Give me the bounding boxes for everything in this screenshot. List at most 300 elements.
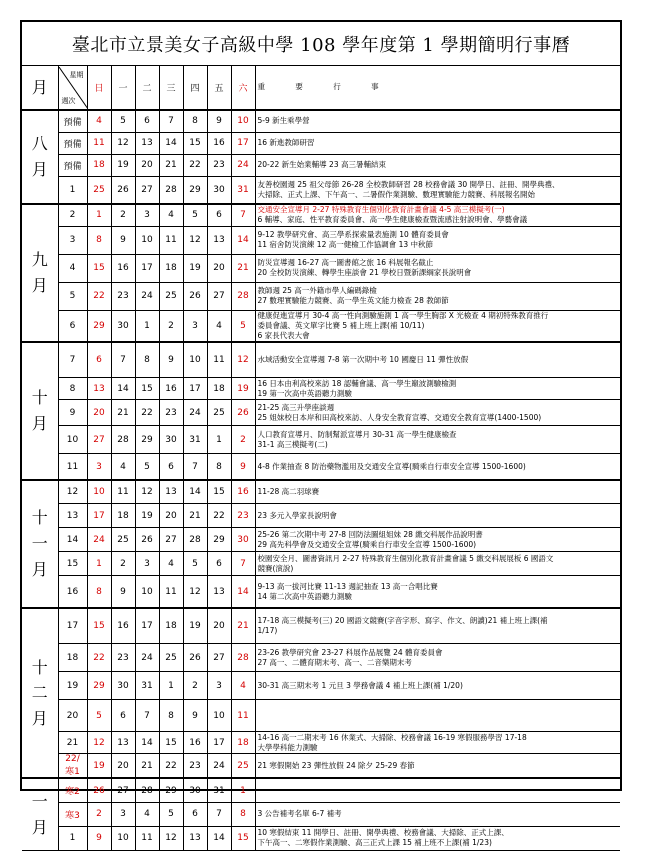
day-cell: 3 — [135, 552, 159, 576]
event-line: 5-9 新生乘學營 — [257, 116, 310, 126]
day-cell: 25 — [231, 754, 255, 779]
day-cell: 26 — [111, 176, 135, 204]
week-events — [255, 254, 620, 282]
day-cell: 30 — [159, 426, 183, 454]
month-text: 十一月 — [31, 508, 48, 579]
header-month: 月 — [22, 66, 58, 110]
week-number: 13 — [58, 504, 87, 528]
day-cell: 18 — [207, 378, 231, 400]
day-cell: 2 — [111, 552, 135, 576]
day-cell: 4 — [87, 110, 111, 132]
week-number: 寒2 — [58, 778, 87, 802]
day-cell: 21 — [231, 254, 255, 282]
week-events — [255, 426, 620, 454]
day-cell: 9 — [231, 454, 255, 480]
week-row — [22, 552, 620, 576]
event-line: 友善校園週 25 祖父母節 26-28 全校教師研習 28 校務會議 30 開學日、註冊、開學典禮、 — [257, 179, 560, 189]
day-cell: 8 — [159, 700, 183, 732]
week-number: 4 — [58, 254, 87, 282]
day-cell: 1 — [87, 552, 111, 576]
event-line: 水域活動安全宣導週 7-8 第一次期中考 10 國慶日 11 彈性放假 — [257, 355, 469, 365]
day-cell: 17 — [87, 504, 111, 528]
week-row — [22, 528, 620, 552]
week-events — [255, 454, 620, 480]
day-cell: 12 — [111, 132, 135, 154]
day-cell: 12 — [135, 480, 159, 504]
day-cell: 12 — [231, 342, 255, 378]
day-cell: 20 — [207, 608, 231, 644]
day-cell: 20 — [159, 504, 183, 528]
week-events — [255, 672, 620, 700]
day-cell: 13 — [87, 378, 111, 400]
day-cell: 25 — [159, 644, 183, 672]
day-cell: 2 — [111, 204, 135, 226]
week-row — [22, 644, 620, 672]
event-line: 21-25 高三升學座談週 — [257, 402, 335, 412]
day-cell: 24 — [135, 282, 159, 310]
day-cell: 9 — [87, 826, 111, 850]
week-row — [22, 480, 620, 504]
week-number: 5 — [58, 282, 87, 310]
day-cell: 6 — [135, 110, 159, 132]
week-events — [255, 528, 620, 552]
week-row — [22, 204, 620, 226]
day-cell: 5 — [87, 700, 111, 732]
calendar-table — [22, 66, 620, 851]
day-cell: 25 — [207, 400, 231, 426]
week-number: 21 — [58, 732, 87, 754]
week-events — [255, 608, 620, 644]
day-cell: 10 — [111, 826, 135, 850]
day-cell: 14 — [135, 732, 159, 754]
day-cell: 14 — [207, 826, 231, 850]
week-events — [255, 826, 620, 850]
day-cell: 14 — [111, 378, 135, 400]
day-cell: 29 — [135, 426, 159, 454]
day-cell: 30 — [207, 176, 231, 204]
day-cell: 8 — [231, 802, 255, 826]
event-line: 6 家長代表大會 — [257, 330, 310, 340]
event-line: 20 全校防災演練、轉學生座談會 21 學校日暨新課綱家長說明會 — [257, 268, 472, 277]
day-cell: 17 — [135, 608, 159, 644]
week-number: 14 — [58, 528, 87, 552]
day-cell: 6 — [183, 802, 207, 826]
day-cell: 13 — [183, 826, 207, 850]
event-line: 4-8 作業抽查 8 防治藥物濫用及交通安全宣導(騎乘自行車安全宣導 1500-1600) — [257, 461, 526, 471]
day-cell: 10 — [231, 110, 255, 132]
header-day-fri: 五 — [207, 66, 231, 110]
day-cell: 13 — [111, 732, 135, 754]
day-cell: 15 — [183, 132, 207, 154]
day-cell: 20 — [135, 154, 159, 176]
day-cell: 19 — [135, 504, 159, 528]
week-number: 寒3 — [58, 802, 87, 826]
day-cell: 22 — [207, 504, 231, 528]
day-cell: 1 — [159, 672, 183, 700]
week-number: 7 — [58, 342, 87, 378]
month-label-nov — [22, 480, 58, 608]
week-number: 19 — [58, 672, 87, 700]
day-cell: 6 — [207, 204, 231, 226]
month-label-jan — [22, 778, 58, 850]
event-line: 21 寒假開始 23 彈性放假 24 除夕 25-29 春節 — [257, 760, 415, 770]
week-number: 2 — [58, 204, 87, 226]
day-cell: 6 — [159, 454, 183, 480]
day-cell: 14 — [159, 132, 183, 154]
week-row — [22, 310, 620, 342]
day-cell: 10 — [183, 342, 207, 378]
day-cell: 11 — [207, 342, 231, 378]
day-cell: 28 — [231, 282, 255, 310]
day-cell: 7 — [207, 802, 231, 826]
week-events — [255, 802, 620, 826]
day-cell: 24 — [207, 754, 231, 779]
day-cell: 19 — [183, 608, 207, 644]
day-cell: 3 — [87, 454, 111, 480]
day-cell: 13 — [135, 132, 159, 154]
week-number: 1 — [58, 176, 87, 204]
day-cell: 16 — [207, 132, 231, 154]
day-cell: 30 — [231, 528, 255, 552]
week-events — [255, 754, 620, 779]
day-cell: 8 — [207, 454, 231, 480]
event-line: 健康促進宣導月 30-4 高一性向測驗施測 1 高一學生胸部 X 光檢查 4 期初特殊教育推行 — [257, 310, 549, 320]
week-row — [22, 226, 620, 254]
week-events — [255, 310, 620, 342]
day-cell: 15 — [207, 480, 231, 504]
day-cell: 19 — [87, 754, 111, 779]
day-cell: 26 — [183, 644, 207, 672]
day-cell: 4 — [159, 204, 183, 226]
day-cell: 25 — [111, 528, 135, 552]
day-cell: 23 — [183, 754, 207, 779]
day-cell: 21 — [231, 608, 255, 644]
day-cell: 20 — [87, 400, 111, 426]
week-events — [255, 110, 620, 132]
day-cell: 28 — [135, 778, 159, 802]
day-cell: 27 — [135, 176, 159, 204]
day-cell: 29 — [183, 176, 207, 204]
event-line: 人口教育宣導月、防制幫派宣導月 30-31 高一學生健康檢查 — [257, 429, 457, 439]
day-cell: 22 — [135, 400, 159, 426]
day-cell: 11 — [87, 132, 111, 154]
month-text: 十月 — [31, 388, 48, 433]
week-number: 20 — [58, 700, 87, 732]
day-cell: 4 — [159, 552, 183, 576]
day-cell: 12 — [87, 732, 111, 754]
day-cell: 30 — [183, 778, 207, 802]
event-line: 25-26 第二次期中考 27-8 回防法圖組姐妹 28 繳交科展作品說明書 — [257, 529, 483, 539]
event-line: 27 高一、二體育期末考、高一、二音樂期末考 — [257, 657, 412, 667]
event-line: 大學學科能力測驗 — [257, 742, 318, 752]
event-line: 30-31 高三期末考 1 元旦 3 學務會議 4 補上班上課(補 1/20) — [257, 680, 463, 690]
day-cell: 9 — [207, 110, 231, 132]
week-number: 預備 — [58, 132, 87, 154]
day-cell: 10 — [207, 700, 231, 732]
week-row — [22, 378, 620, 400]
day-cell: 23 — [207, 154, 231, 176]
week-row — [22, 826, 620, 850]
day-cell: 29 — [87, 672, 111, 700]
event-line: 16 日本由利高校來訪 18 認輔會議、高一學生巔波測驗檢測 — [257, 378, 457, 388]
event-line: 25 姐妹校日本岸和田高校來訪、人身安全教育宣導、交通安全教育宣導(1400-1500) — [257, 412, 542, 422]
day-cell: 13 — [207, 576, 231, 608]
event-line: 11 宿舍防災演練 12 高一健檢工作協調會 13 中秋節 — [257, 240, 434, 249]
day-cell: 20 — [207, 254, 231, 282]
event-line: 16 新進教師研習 — [257, 137, 315, 147]
day-cell: 16 — [183, 732, 207, 754]
week-events — [255, 700, 620, 732]
week-row — [22, 802, 620, 826]
day-cell: 22 — [87, 282, 111, 310]
day-cell: 22 — [183, 154, 207, 176]
day-cell: 17 — [135, 254, 159, 282]
day-cell: 7 — [135, 700, 159, 732]
day-cell: 31 — [135, 672, 159, 700]
header-events: 重 要 行 事 — [255, 66, 620, 110]
day-cell: 21 — [111, 400, 135, 426]
day-cell: 28 — [111, 426, 135, 454]
day-cell: 3 — [135, 204, 159, 226]
week-row — [22, 400, 620, 426]
day-cell: 12 — [159, 826, 183, 850]
day-cell: 15 — [135, 378, 159, 400]
week-row — [22, 608, 620, 644]
week-events — [255, 576, 620, 608]
week-row — [22, 504, 620, 528]
day-cell: 17 — [183, 378, 207, 400]
month-label-sep — [22, 204, 58, 342]
day-cell: 6 — [111, 700, 135, 732]
day-cell: 2 — [87, 802, 111, 826]
day-cell: 27 — [207, 282, 231, 310]
day-cell: 15 — [87, 608, 111, 644]
day-cell: 19 — [111, 154, 135, 176]
day-cell: 21 — [159, 154, 183, 176]
day-cell: 7 — [159, 110, 183, 132]
event-line: 20-22 新生始業輔導 23 高三暑輔結束 — [257, 159, 386, 169]
header-period: 星期 — [69, 70, 84, 79]
day-cell: 9 — [111, 576, 135, 608]
week-row — [22, 282, 620, 310]
day-cell: 16 — [231, 480, 255, 504]
event-line: 19 第一次高中英語聽力測驗 — [257, 388, 352, 398]
week-events — [255, 480, 620, 504]
day-cell: 21 — [135, 754, 159, 779]
day-cell: 5 — [135, 454, 159, 480]
day-cell: 24 — [135, 644, 159, 672]
calendar-sheet — [20, 20, 622, 848]
week-number: 16 — [58, 576, 87, 608]
day-cell: 6 — [87, 342, 111, 378]
month-label-dec — [22, 608, 58, 779]
week-row — [22, 778, 620, 802]
event-line: 下午高一、二寒假作業測驗、高三正式上課 15 補上班不上課(補 1/23) — [257, 838, 492, 848]
week-row — [22, 154, 620, 176]
day-cell: 14 — [183, 480, 207, 504]
day-cell: 3 — [183, 310, 207, 342]
day-cell: 20 — [111, 754, 135, 779]
day-cell: 9 — [111, 226, 135, 254]
week-events — [255, 226, 620, 254]
day-cell: 10 — [135, 226, 159, 254]
day-cell: 1 — [231, 778, 255, 802]
day-cell: 23 — [159, 400, 183, 426]
event-line: 23 多元入學家長說明會 — [257, 510, 337, 520]
day-cell: 27 — [111, 778, 135, 802]
week-number: 18 — [58, 644, 87, 672]
day-cell: 27 — [159, 528, 183, 552]
day-cell: 7 — [111, 342, 135, 378]
day-cell: 4 — [231, 672, 255, 700]
event-line: 11-28 高二羽球賽 — [257, 487, 320, 497]
day-cell: 23 — [231, 504, 255, 528]
day-cell: 22 — [87, 644, 111, 672]
day-cell: 23 — [111, 644, 135, 672]
day-cell: 11 — [135, 826, 159, 850]
week-events — [255, 778, 620, 802]
week-events — [255, 400, 620, 426]
day-cell: 28 — [183, 528, 207, 552]
event-line: 9-13 高一拔河比賽 11-13 週記抽查 13 高一合唱比賽 — [257, 581, 438, 591]
day-cell: 9 — [159, 342, 183, 378]
event-line: 17-18 高三模擬考(三) 20 國語文競賽(字音字形、寫字、作文、朗讀)21 補上班上課(補 — [257, 616, 548, 625]
day-cell: 11 — [231, 700, 255, 732]
day-cell: 8 — [183, 110, 207, 132]
month-label-aug — [22, 110, 58, 204]
day-cell: 16 — [159, 378, 183, 400]
day-cell: 13 — [159, 480, 183, 504]
day-cell: 14 — [231, 576, 255, 608]
day-cell: 28 — [159, 176, 183, 204]
header-day-sun: 日 — [87, 66, 111, 110]
day-cell: 31 — [207, 778, 231, 802]
day-cell: 1 — [87, 204, 111, 226]
day-cell: 2 — [183, 672, 207, 700]
event-line: 10 寒假結束 11 開學日、註冊、開學典禮、校務會議、大掃除、正式上課、 — [257, 828, 509, 838]
day-cell: 29 — [87, 310, 111, 342]
event-line: 29 高先科學會及交通安全宣導(騎乘自行車安全宣導 1500-1600) — [257, 539, 477, 549]
event-line: 大掃除、正式上課、下午高一、二暑假作業測驗、數理實驗能力競賽、科展報名開始 — [257, 189, 535, 199]
day-cell: 4 — [111, 454, 135, 480]
header-day-mon: 一 — [111, 66, 135, 110]
day-cell: 26 — [135, 528, 159, 552]
day-cell: 5 — [231, 310, 255, 342]
event-line: 教師週 25 高一外籍市學人編碼錄檢 — [257, 285, 377, 295]
week-number: 11 — [58, 454, 87, 480]
day-cell: 15 — [231, 826, 255, 850]
day-cell: 11 — [159, 576, 183, 608]
day-cell: 3 — [207, 672, 231, 700]
week-row — [22, 700, 620, 732]
event-line: 校園安全月、圖書資訊月 2-27 特殊教育生個別化教育計畫會議 5 繳交科展展板 6 國語文 — [257, 553, 554, 563]
week-events — [255, 204, 620, 226]
event-line: 防災宣導週 16-27 高一圖書館之旅 16 科展報名截止 — [257, 257, 434, 267]
week-row — [22, 176, 620, 204]
day-cell: 12 — [183, 226, 207, 254]
week-number: 預備 — [58, 154, 87, 176]
day-cell: 24 — [183, 400, 207, 426]
week-events — [255, 732, 620, 754]
day-cell: 27 — [87, 426, 111, 454]
day-cell: 3 — [111, 802, 135, 826]
header-day-sat: 六 — [231, 66, 255, 110]
week-number: 1 — [58, 826, 87, 850]
week-events — [255, 342, 620, 378]
week-row — [22, 110, 620, 132]
day-cell: 8 — [87, 226, 111, 254]
header-day-tue: 二 — [135, 66, 159, 110]
day-cell: 18 — [231, 732, 255, 754]
event-line: 9-12 教學研究會、高三學系探索量表施測 10 體育委員會 — [257, 229, 449, 239]
week-row — [22, 672, 620, 700]
header-week-period — [58, 66, 87, 110]
event-line: 1/17) — [257, 626, 278, 636]
event-line: 3 公告補考名單 6-7 補考 — [257, 809, 342, 819]
day-cell: 9 — [183, 700, 207, 732]
week-row — [22, 732, 620, 754]
day-cell: 11 — [159, 226, 183, 254]
day-cell: 16 — [111, 608, 135, 644]
day-cell: 28 — [231, 644, 255, 672]
day-cell: 5 — [159, 802, 183, 826]
page-title: 臺北市立景美女子高級中學 108 學年度第 1 學期簡明行事曆 — [22, 22, 620, 66]
day-cell: 26 — [183, 282, 207, 310]
day-cell: 29 — [207, 528, 231, 552]
day-cell: 30 — [111, 310, 135, 342]
week-row — [22, 132, 620, 154]
header-week: 週次 — [61, 96, 76, 105]
week-events — [255, 282, 620, 310]
week-events — [255, 504, 620, 528]
day-cell: 18 — [87, 154, 111, 176]
day-cell: 17 — [231, 132, 255, 154]
week-row — [22, 426, 620, 454]
day-cell: 24 — [231, 154, 255, 176]
day-cell: 6 — [207, 552, 231, 576]
week-number: 9 — [58, 400, 87, 426]
month-label-oct — [22, 342, 58, 480]
month-text: 一月 — [31, 792, 48, 837]
day-cell: 31 — [183, 426, 207, 454]
event-line: 23-26 教學研究會 23-27 科展作品展覽 24 體育委員會 — [257, 647, 443, 657]
event-line: 14 第二次高中英語聽力測驗 — [257, 591, 352, 601]
day-cell: 30 — [111, 672, 135, 700]
month-text: 十二月 — [31, 657, 48, 728]
week-row — [22, 754, 620, 779]
week-row — [22, 576, 620, 608]
day-cell: 18 — [159, 608, 183, 644]
day-cell: 19 — [231, 378, 255, 400]
week-number: 8 — [58, 378, 87, 400]
day-cell: 7 — [183, 454, 207, 480]
event-line: 6 輔導、家庭、性平教育委員會、高一學生健康檢查暨流感注射說明會、學藝會議 — [257, 215, 528, 225]
day-cell: 27 — [207, 644, 231, 672]
day-cell: 18 — [159, 254, 183, 282]
day-cell: 4 — [135, 802, 159, 826]
day-cell: 21 — [183, 504, 207, 528]
month-text: 八月 — [31, 134, 48, 179]
day-cell: 4 — [207, 310, 231, 342]
week-number: 17 — [58, 608, 87, 644]
week-number: 10 — [58, 426, 87, 454]
day-cell: 31 — [231, 176, 255, 204]
month-text: 九月 — [31, 250, 48, 295]
week-number: 15 — [58, 552, 87, 576]
event-line: 14-16 高一二期末考 16 休業式、大掃除、校務會議 16-19 寒假服務學習 17-18 — [257, 732, 527, 742]
event-line: 交通安全宣導月 2-27 特殊教育生個別化教育計畫會議 4-5 高三模擬考(一) — [257, 205, 505, 215]
day-cell: 2 — [159, 310, 183, 342]
